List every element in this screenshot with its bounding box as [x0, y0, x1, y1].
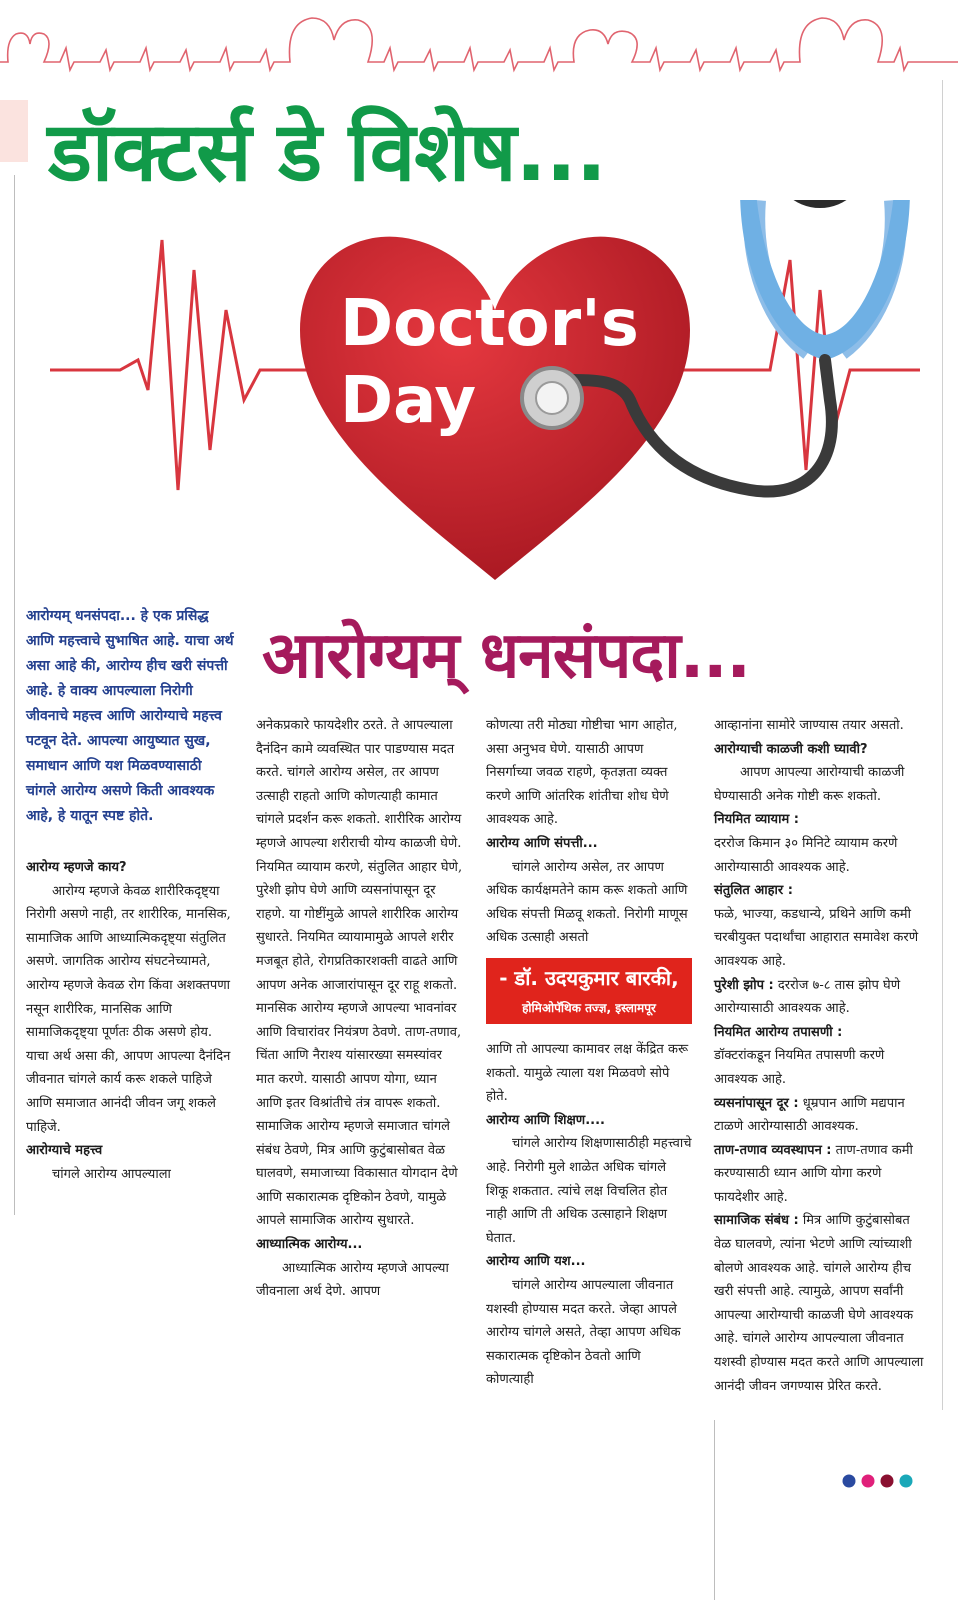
section-heading: आरोग्य आणि शिक्षण....: [486, 1112, 605, 1128]
inline-heading: पुरेशी झोप :: [714, 977, 774, 993]
paragraph: अनेकप्रकारे फायदेशीर ठरते. ते आपल्याला दैनंदिन कामे व्यवस्थित पार पाडण्यास मदत करते. चांगले आरोग्य असेल, तर आपण उत्साही राहतो आणि कोणत्याही कामात चांगले प्रदर्शन करू शकतो. शारीरिक आरोग्य म्हणजे आपल्या शरीराची योग्य काळजी घेणे. नियमित व्यायाम करणे, संतुलित आहार घेणे, पुरेशी झोप घेणे आणि व्यसनांपासून दूर राहणे. या गोष्टींमुळे आपले शारीरिक आरोग्य सुधारते. नियमित व्यायामामुळे आपले शरीर मजबूत होते, रोगप्रतिकारशक्ती वाढते आणि आपण अनेक आजारांपासून दूर राहू शकतो. मानसिक आरोग्य म्हणजे आपल्या भावनांवर आणि विचारांवर नियंत्रण ठेवणे. ताण-तणाव, चिंता आणि नैराश्य यांसारख्या समस्यांवर मात करणे. यासाठी आपण योगा, ध्यान आणि इतर विश्रांतीचे तंत्र वापरू शकतो. सामाजिक आरोग्य म्हणजे समाजात चांगले संबंध ठेवणे, मित्र आणि कुटुंबासोबत वेळ घालवणे, समाजाच्या विकासात योगदान देणे आणि सकारात्मक दृष्टिकोन ठेवणे, यामुळे आपले सामाजिक आरोग्य सुधारते.: [256, 718, 463, 1229]
heart-text-line2: Day: [340, 364, 477, 438]
paragraph-text: धूम्रपान आणि मद्यपान टाळणे आरोग्यासाठी आवश्यक.: [714, 1095, 905, 1135]
ecg-hearts-border: [0, 0, 958, 100]
article-intro: आरोग्यम् धनसंपदा... हे एक प्रसिद्ध आणि महत्त्वाचे सुभाषित आहे. याचा अर्थ असा आहे की, आरोग्य हीच खरी संपत्ती आहे. हे वाक्य आपल्याला निरोगी जीवनाचे महत्त्व आणि आरोग्याचे महत्त्व पटवून देते. आपल्या आयुष्यात सुख, समाधान आणि यश मिळवण्यासाठी चांगले आरोग्य असणे किती आवश्यक आहे, हे यातून स्पष्ट होते.: [26, 608, 234, 824]
article-column-3-continued: [486, 1038, 692, 1392]
paragraph: [714, 974, 928, 1021]
paragraph: फळे, भाज्या, कडधान्ये, प्रथिने आणि कमी चरबीयुक्त पदार्थांचा आहारात समावेश करणे आवश्यक आहे.: [714, 906, 919, 969]
dot-icon: [900, 1475, 913, 1488]
inline-heading: ताण-तणाव व्यवस्थापन :: [714, 1142, 832, 1158]
left-accent-bar: [0, 100, 28, 162]
article-column-2: [256, 714, 464, 1304]
paragraph: आध्यात्मिक आरोग्य म्हणजे आपल्या जीवनाला अर्थ देणे. आपण: [256, 1260, 449, 1300]
paragraph: चांगले आरोग्य आपल्याला: [52, 1166, 171, 1182]
paragraph: आव्हानांना सामोरे जाण्यास तयार असतो.: [714, 718, 904, 733]
column-rule-left: [14, 175, 15, 1215]
paragraph: डॉक्टरांकडून नियमित तपासणी करणे आवश्यक आहे.: [714, 1048, 885, 1087]
author-name: - डॉ. उदयकुमार बारकी,: [499, 966, 679, 990]
paragraph: [714, 1092, 928, 1139]
section-heading: नियमित आरोग्य तपासणी :: [714, 1024, 843, 1040]
inline-heading: सामाजिक संबंध :: [714, 1213, 799, 1229]
paragraph-text: ताण-तणाव कमी करण्यासाठी ध्यान आणि योगा करणे फायदेशीर आहे.: [714, 1142, 913, 1205]
section-heading: आरोग्याचे महत्त्व: [26, 1143, 103, 1159]
dot-icon: [843, 1475, 856, 1488]
paragraph-text: दररोज ७-८ तास झोप घेणे आरोग्यासाठी आवश्यक आहे.: [714, 977, 901, 1017]
paragraph: चांगले आरोग्य आपल्याला जीवनात यशस्वी होण्यास मदत करते. जेव्हा आपले आरोग्य चांगले असते, तेव्हा आपण अधिक सकारात्मक दृष्टिकोन ठेवतो आणि कोणत्याही: [486, 1277, 681, 1388]
article-column-4: [714, 714, 928, 1398]
inline-heading: व्यसनांपासून दूर :: [714, 1095, 799, 1111]
paragraph: आणि तो आपल्या कामावर लक्ष केंद्रित करू शकतो. यामुळे त्याला यश मिळवणे सोपे होते.: [486, 1042, 689, 1105]
paragraph: आरोग्य म्हणजे केवळ शारीरिकदृष्ट्या निरोगी असणे नाही, तर शारीरिक, मानसिक, सामाजिक आणि आध्यात्मिकदृष्ट्या संतुलित असणे. जागतिक आरोग्य संघटनेच्यामते, आरोग्य म्हणजे केवळ रोग किंवा अशक्तपणा नसून शारीरिक, मानसिक आणि सामाजिकदृष्ट्या पूर्णतः ठीक असणे होय. याचा अर्थ असा की, आपण आपल्या दैनंदिन जीवनात चांगले कार्य करू शकले पाहिजे आणि समाजात आनंदी जीवन जगू शकले पाहिजे.: [26, 883, 231, 1135]
section-heading: आरोग्याची काळजी कशी घ्यावी?: [714, 741, 868, 757]
author-title: होमिओपॅथिक तज्ज्ञ, इस्लामपूर: [522, 1001, 656, 1015]
paragraph-text: मित्र आणि कुटुंबासोबत वेळ घालवणे, त्यांना भेटणे आणि त्यांच्याशी बोलणे आवश्यक आहे. चांगले आरोग्य हीच खरी संपत्ती आहे. त्यामुळे, आपण सर्वांनी आपल्या आरोग्याची काळजी घेणे आवश्यक आहे. चांगले आरोग्य आपल्याला जीवनात यशस्वी होण्यास मदत करते आणि आपल्याला आनंदी जीवन जगण्यास प्रेरित करते.: [714, 1213, 924, 1394]
author-box: [486, 958, 692, 1024]
paragraph: दररोज किमान ३० मिनिटे व्यायाम करणे आरोग्यासाठी आवश्यक आहे.: [714, 835, 898, 875]
section-heading: आरोग्य आणि संपत्ती...: [486, 835, 598, 851]
section-heading: आरोग्य म्हणजे काय?: [26, 860, 127, 875]
paragraph: चांगले आरोग्य शिक्षणासाठीही महत्त्वाचे आहे. निरोगी मुले शाळेत अधिक चांगले शिकू शकतात. त्यांचे लक्ष विचलित होत नाही आणि ती अधिक उत्साहाने शिक्षण घेतात.: [486, 1136, 692, 1246]
paragraph: [714, 1139, 928, 1210]
section-heading: आध्यात्मिक आरोग्य...: [256, 1237, 363, 1253]
article-title: आरोग्यम् धनसंपदा...: [262, 619, 750, 693]
dot-icon: [881, 1475, 894, 1488]
column-rule-right: [942, 80, 943, 1410]
paragraph: कोणत्या तरी मोठ्या गोष्टीचा भाग आहोत, असा अनुभव घेणे. यासाठी आपण निसर्गाच्या जवळ राहणे, कृतज्ञता व्यक्त करणे आणि आंतरिक शांतीचा शोध घेणे आवश्यक आहे.: [486, 718, 678, 828]
section-heading: आरोग्य आणि यश...: [486, 1254, 586, 1270]
end-mark-dots: [840, 1472, 920, 1490]
paragraph: आपण आपल्या आरोग्याची काळजी घेण्यासाठी अनेक गोष्टी करू शकतो.: [714, 765, 905, 804]
paragraph: चांगले आरोग्य असेल, तर आपण अधिक कार्यक्षमतेने काम करू शकतो आणि अधिक संपत्ती मिळवू शकतो. निरोगी माणूस अधिक उत्साही असतो: [486, 859, 688, 946]
article-column-1: [26, 856, 238, 1186]
article-column-3: [486, 714, 692, 950]
section-heading: नियमित व्यायाम :: [714, 812, 799, 828]
page-title: डॉक्टर्स डे विशेष...: [48, 105, 606, 200]
paragraph: [714, 1209, 928, 1398]
section-heading: संतुलित आहार :: [714, 883, 793, 899]
dot-icon: [862, 1475, 875, 1488]
column-rule-bottom: [714, 1420, 715, 1600]
doctors-day-illustration: [50, 200, 940, 610]
heart-text-line1: Doctor's: [340, 287, 639, 361]
